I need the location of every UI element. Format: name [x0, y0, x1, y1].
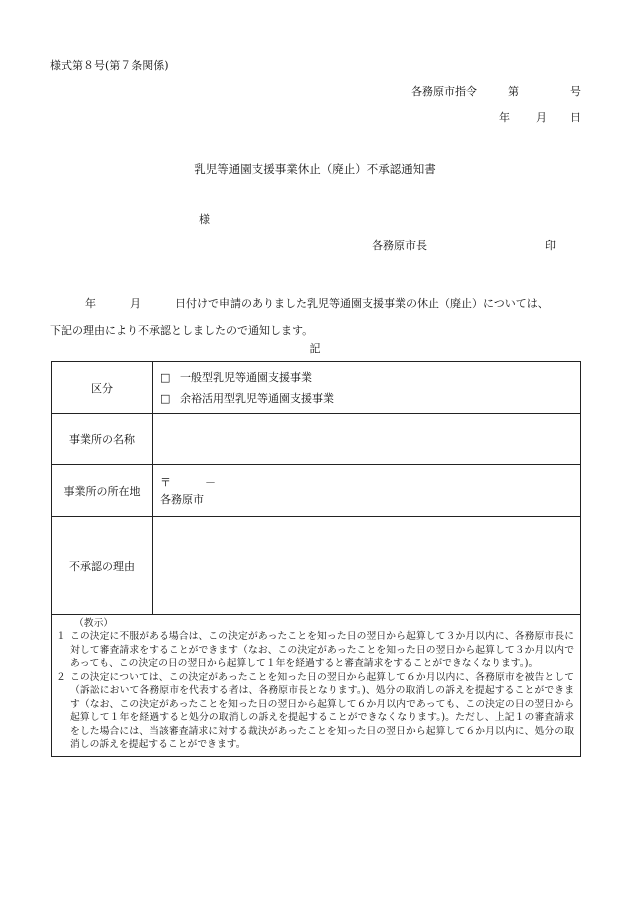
checkbox-icon: □ — [160, 391, 171, 405]
notice-item-number: ２ — [56, 671, 66, 683]
office-location-row — [52, 465, 581, 517]
reason-value[interactable] — [153, 517, 581, 615]
reason-label: 不承認の理由 — [52, 517, 153, 615]
ref-dai: 第 — [508, 85, 519, 98]
ref-issuer: 各務原市指令 — [411, 85, 477, 98]
document-title: 乳児等通園支援事業休止（廃止）不承認通知書 — [194, 162, 436, 176]
notice-item-text: この決定に不服がある場合は、この決定があったことを知った日の翌日から起算して３か月以内に、各務原市長に対して審査請求をすることができます（なお、この決定があったことを知った日の翌日から起算して３か月以内であっても、この決定の日の翌日から起算して１年を経過すると審査請求をすることができなくなります。)。 — [70, 631, 574, 669]
office-location-value[interactable] — [153, 465, 581, 517]
details-table — [51, 361, 581, 757]
office-name-value[interactable] — [153, 414, 581, 465]
date-month: 月 — [536, 111, 547, 124]
postal-mark: 〒 — [160, 475, 171, 489]
notice-heading: （教示） — [74, 618, 114, 629]
option-surplus[interactable] — [160, 388, 580, 409]
body-line-2: 下記の理由により不承認としましたので通知します。 — [50, 324, 314, 337]
reason-row — [52, 517, 581, 615]
category-label: 区分 — [52, 362, 153, 414]
notice-item-text: この決定については、この決定があったことを知った日の翌日から起算して６か月以内に、各務原市を被告として（訴訟において各務原市を代表する者は、各務原市長となります。)、処分の取消しの訴えを提起することができます（なお、この決定があったことを知った日の翌日から起算して６か月以内であっても、この決定の日の翌日から起算して１年を経過すると処分の取消しの訴えを提起することができなくなります。)。ただし、上記１の審査請求をした場合には、当該審査請求に対する裁決があったことを知った日の翌日から起算して６か月以内に、処分の取消しの訴えを提起することができます。 — [70, 671, 574, 750]
checkbox-icon: □ — [160, 370, 171, 384]
option-general[interactable] — [160, 367, 580, 388]
body-month: 月 — [130, 297, 141, 310]
notice-item-number: １ — [56, 631, 66, 642]
seal-mark: 印 — [545, 239, 556, 252]
city-name: 各務原市 — [160, 492, 204, 506]
notice-item-1 — [56, 630, 574, 671]
category-options — [153, 362, 581, 414]
addressee-suffix: 様 — [199, 213, 210, 226]
sender-name: 各務原市長 — [372, 239, 427, 252]
notice-row — [52, 615, 581, 757]
body-text-main: 日付けで申請のありました乳児等通園支援事業の休止（廃止）については、 — [175, 297, 549, 310]
ref-go: 号 — [570, 85, 581, 98]
office-name-label: 事業所の名称 — [52, 414, 153, 465]
body-paragraph — [50, 290, 590, 344]
office-location-label: 事業所の所在地 — [52, 465, 153, 517]
postal-dash: － — [205, 475, 216, 489]
date-day: 日 — [570, 111, 581, 124]
form-number: 様式第８号(第７条関係) — [50, 59, 169, 72]
notice-cell — [52, 615, 581, 757]
office-name-row — [52, 414, 581, 465]
category-row — [52, 362, 581, 414]
date-year: 年 — [499, 111, 510, 124]
option-general-label: 一般型乳児等通園支援事業 — [180, 370, 312, 384]
ki-heading: 記 — [309, 342, 321, 355]
notice-item-2 — [56, 671, 574, 752]
body-year: 年 — [85, 297, 96, 310]
option-surplus-label: 余裕活用型乳児等通園支援事業 — [180, 391, 334, 405]
